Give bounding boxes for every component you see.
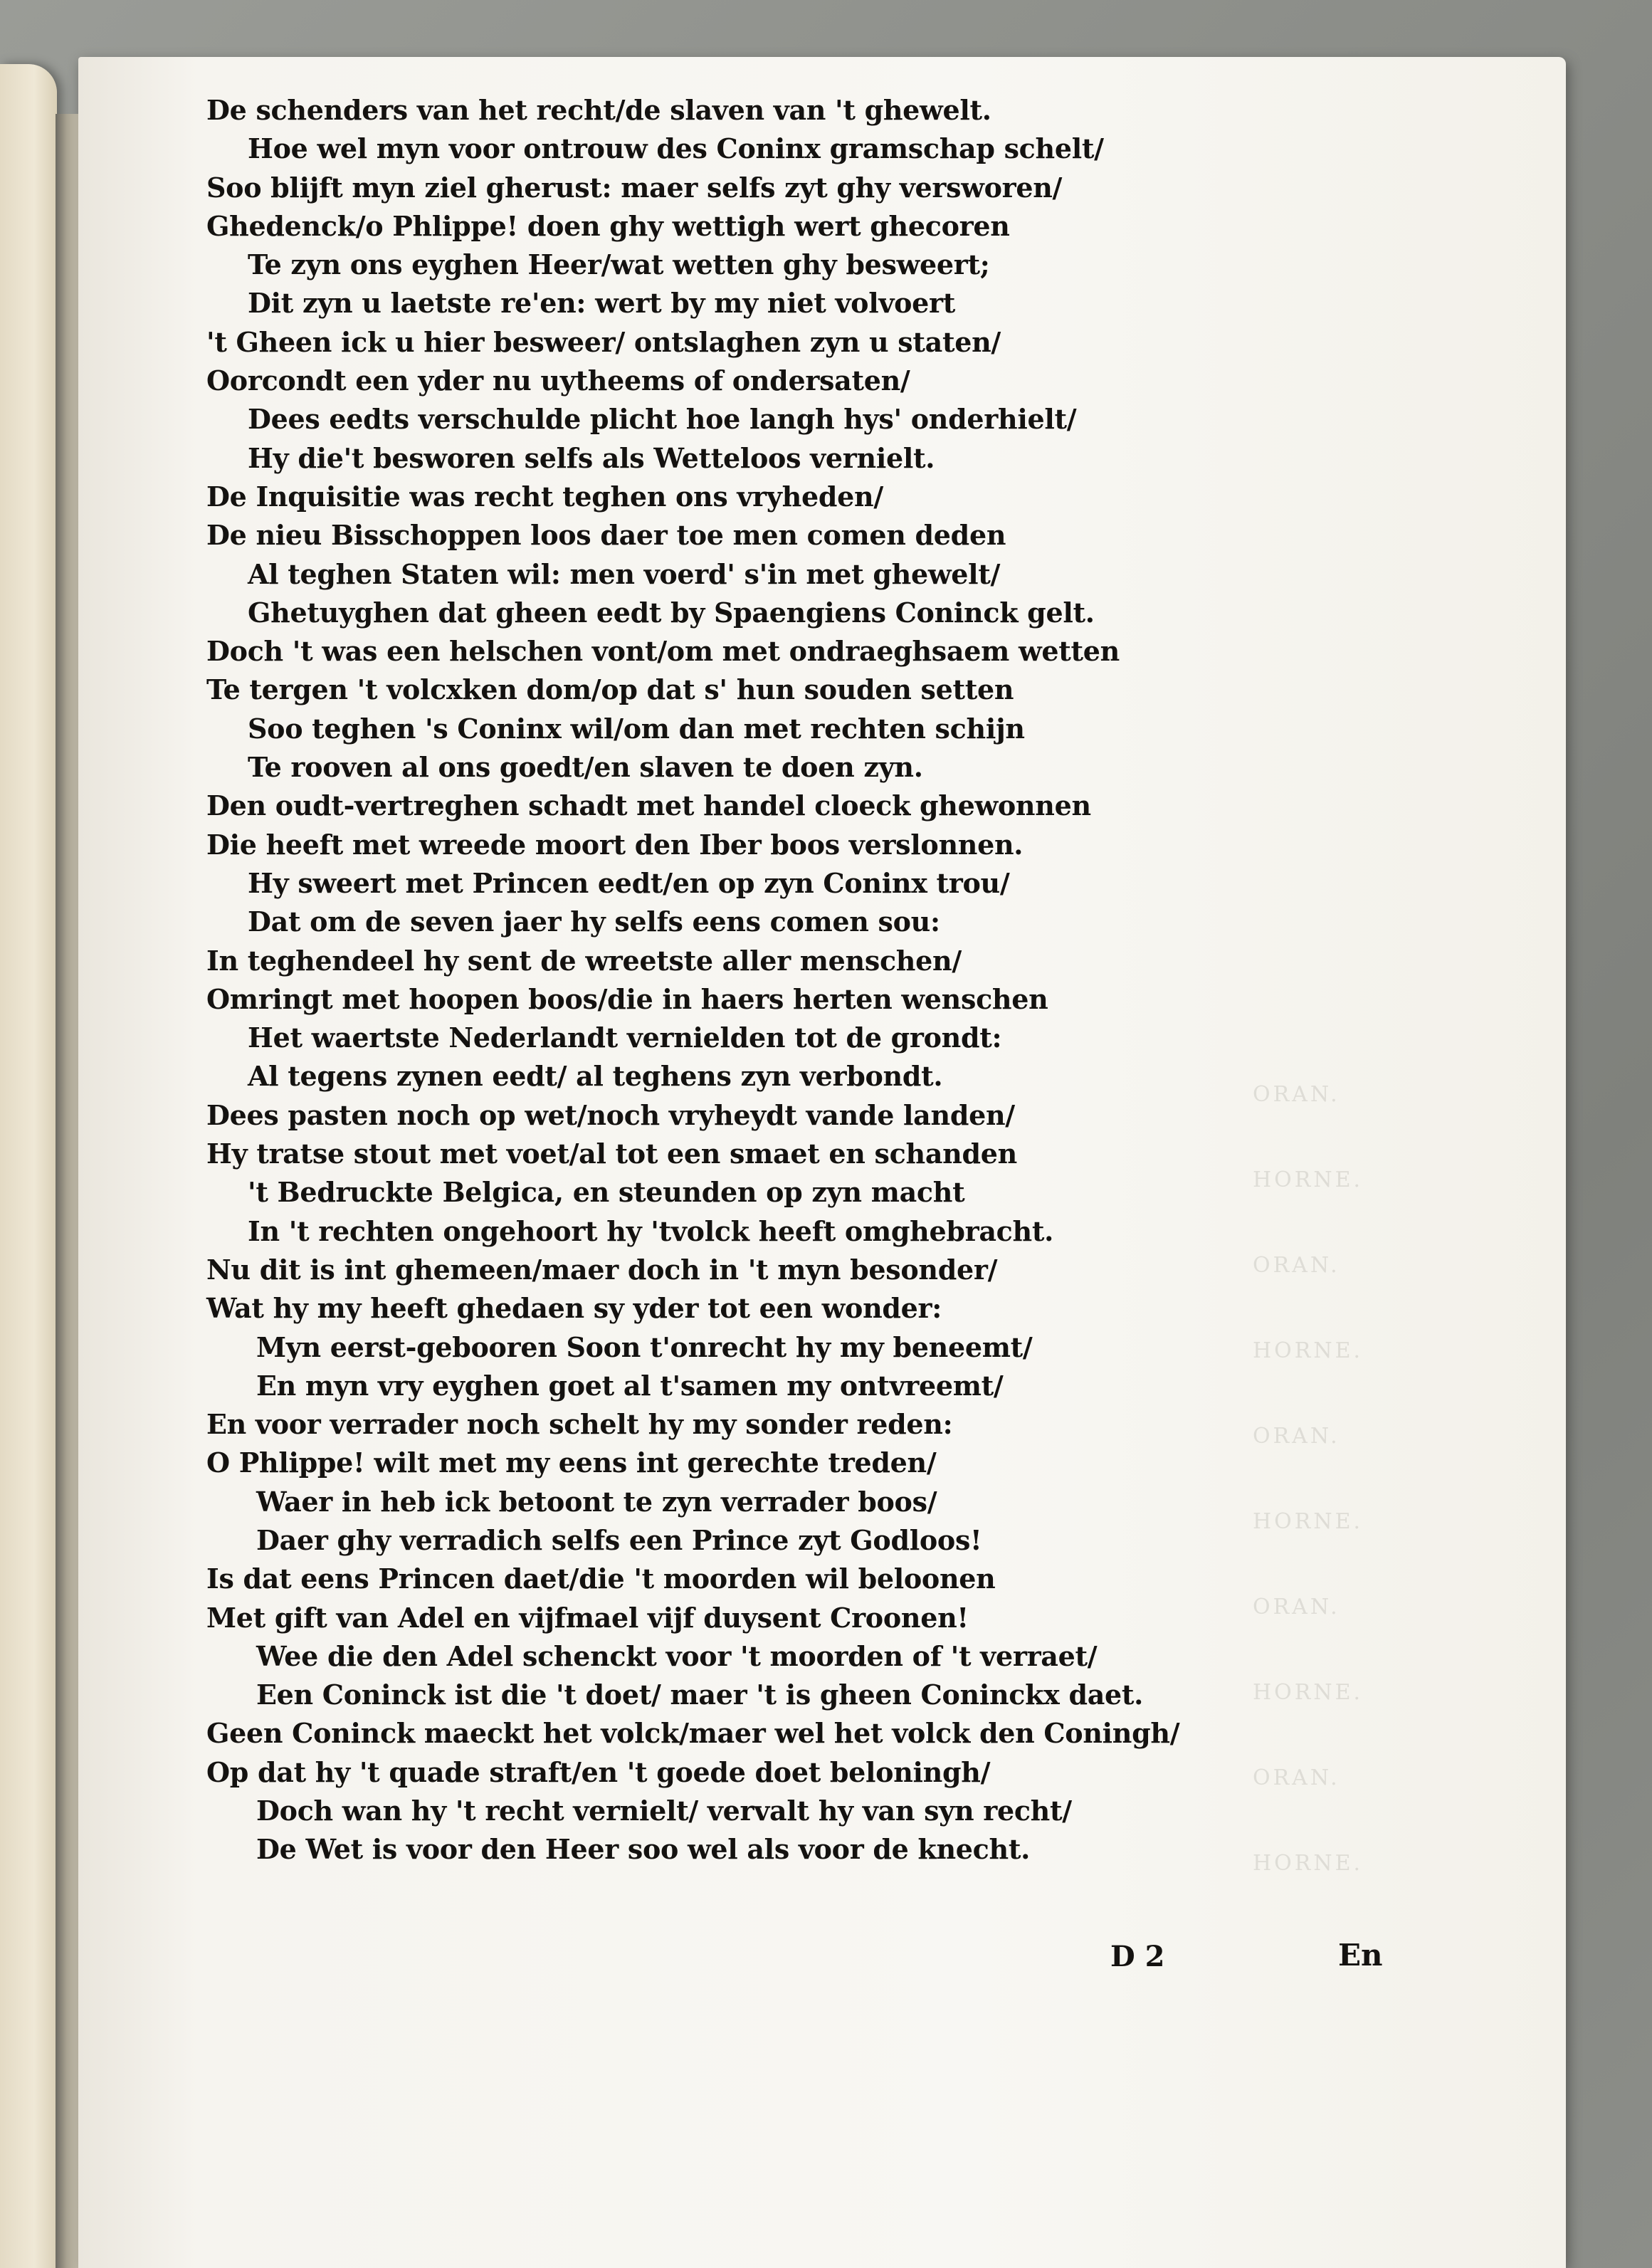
verse-line: Myn eerst-gebooren Soon t'onrecht hy my beneemt/ bbox=[256, 1330, 1033, 1363]
verse-line: Dees eedts verschulde plicht hoe langh hys' onderhielt/ bbox=[248, 403, 1077, 436]
verse-line: Op dat hy 't quade straft/en 't goede doet beloningh/ bbox=[206, 1755, 991, 1788]
show-through-text: ORAN. bbox=[1253, 1595, 1340, 1619]
verse-line: Oorcondt een yder nu uytheems of ondersaten/ bbox=[206, 364, 910, 397]
show-through-text: ORAN. bbox=[1253, 1082, 1340, 1107]
facing-page-edge bbox=[0, 64, 57, 2268]
show-through-text: HORNE. bbox=[1253, 1167, 1364, 1192]
verse-line: Soo teghen 's Coninx wil/om dan met rechten schijn bbox=[248, 712, 1025, 745]
signature-mark: D 2 bbox=[1110, 1940, 1165, 1973]
verse-line: Wat hy my heeft ghedaen sy yder tot een wonder: bbox=[206, 1292, 942, 1325]
verse-line: In 't rechten ongehoort hy 'tvolck heeft omghebracht. bbox=[248, 1214, 1054, 1247]
verse-line: Dees pasten noch op wet/noch vryheydt vande landen/ bbox=[206, 1098, 1015, 1131]
verse-line: Waer in heb ick betoont te zyn verrader boos/ bbox=[256, 1485, 937, 1518]
catchword: En bbox=[1338, 1938, 1383, 1973]
verse-line: Doch 't was een helschen vont/om met ondraeghsaem wetten bbox=[206, 635, 1120, 668]
verse-text bbox=[206, 91, 1317, 1869]
verse-line: Geen Coninck maeckt het volck/maer wel het volck den Coningh/ bbox=[206, 1717, 1180, 1750]
verse-line: Den oudt-vertreghen schadt met handel cloeck ghewonnen bbox=[206, 789, 1091, 822]
verse-line: De schenders van het recht/de slaven van 't ghewelt. bbox=[206, 94, 991, 126]
verse-line: Omringt met hoopen boos/die in haers herten wenschen bbox=[206, 982, 1048, 1015]
verse-line: De nieu Bisschoppen loos daer toe men comen deden bbox=[206, 519, 1006, 552]
verse-line: Te rooven al ons goedt/en slaven te doen zyn. bbox=[248, 751, 923, 784]
show-through-text: HORNE. bbox=[1253, 1509, 1364, 1534]
show-through-text: ORAN. bbox=[1253, 1765, 1340, 1790]
verse-line: En voor verrader noch schelt hy my sonder reden: bbox=[206, 1408, 953, 1441]
verse-line: Is dat eens Princen daet/die 't moorden wil beloonen bbox=[206, 1563, 996, 1595]
verse-line: Ghetuyghen dat gheen eedt by Spaengiens Coninck gelt. bbox=[248, 596, 1095, 629]
verse-line: Het waertste Nederlandt vernielden tot de grondt: bbox=[248, 1022, 1002, 1054]
verse-line: Ghedenck/o Phlippe! doen ghy wettigh wert ghecoren bbox=[206, 209, 1010, 242]
verse-line: Hoe wel myn voor ontrouw des Coninx gramschap schelt/ bbox=[248, 132, 1104, 165]
verse-line: 't Bedruckte Belgica, en steunden op zyn macht bbox=[248, 1176, 965, 1209]
show-through-text: HORNE. bbox=[1253, 1338, 1364, 1363]
verse-line: En myn vry eyghen goet al t'samen my ontvreemt/ bbox=[256, 1369, 1004, 1402]
verse-line: O Phlippe! wilt met my eens int gerechte treden/ bbox=[206, 1447, 937, 1479]
verse-line: Te zyn ons eyghen Heer/wat wetten ghy besweert; bbox=[248, 248, 990, 281]
verse-line: 't Gheen ick u hier besweer/ ontslaghen zyn u staten/ bbox=[206, 325, 1001, 358]
verse-line: Met gift van Adel en vijfmael vijf duysent Croonen! bbox=[206, 1601, 969, 1634]
show-through-text: HORNE. bbox=[1253, 1680, 1364, 1705]
show-through-text: ORAN. bbox=[1253, 1253, 1340, 1278]
verse-line: De Wet is voor den Heer soo wel als voor de knecht. bbox=[256, 1833, 1031, 1866]
verse-line: Dit zyn u laetste re'en: wert by my niet volvoert bbox=[248, 287, 956, 320]
show-through-text: ORAN. bbox=[1253, 1424, 1340, 1449]
verse-line: In teghendeel hy sent de wreetste aller menschen/ bbox=[206, 944, 962, 977]
verse-line: Nu dit is int ghemeen/maer doch in 't myn besonder/ bbox=[206, 1253, 998, 1286]
verse-line: Te tergen 't volcxken dom/op dat s' hun souden setten bbox=[206, 673, 1014, 706]
verse-line: Daer ghy verradich selfs een Prince zyt Godloos! bbox=[256, 1523, 982, 1556]
verse-line: De Inquisitie was recht teghen ons vryheden/ bbox=[206, 480, 883, 513]
verse-line: Wee die den Adel schenckt voor 't moorden of 't verraet/ bbox=[256, 1639, 1098, 1672]
verse-line: Al tegens zynen eedt/ al teghens zyn verbondt. bbox=[248, 1060, 943, 1093]
verse-line: Doch wan hy 't recht vernielt/ vervalt hy van syn recht/ bbox=[256, 1795, 1072, 1827]
verse-line: Hy die't besworen selfs als Wetteloos vernielt. bbox=[248, 441, 935, 474]
verse-line: Dat om de seven jaer hy selfs eens comen sou: bbox=[248, 905, 940, 938]
verse-line: Die heeft met wreede moort den Iber boos verslonnen. bbox=[206, 828, 1024, 861]
verse-line: Hy tratse stout met voet/al tot een smaet en schanden bbox=[206, 1138, 1017, 1170]
verse-line: Een Coninck ist die 't doet/ maer 't is gheen Coninckx daet. bbox=[256, 1679, 1144, 1711]
show-through-text: HORNE. bbox=[1253, 1851, 1364, 1876]
verse-line: Hy sweert met Princen eedt/en op zyn Coninx trou/ bbox=[248, 866, 1010, 899]
verse-line: Al teghen Staten wil: men voerd' s'in met ghewelt/ bbox=[248, 557, 1001, 590]
verse-line: Soo blijft myn ziel gherust: maer selfs zyt ghy versworen/ bbox=[206, 171, 1063, 204]
